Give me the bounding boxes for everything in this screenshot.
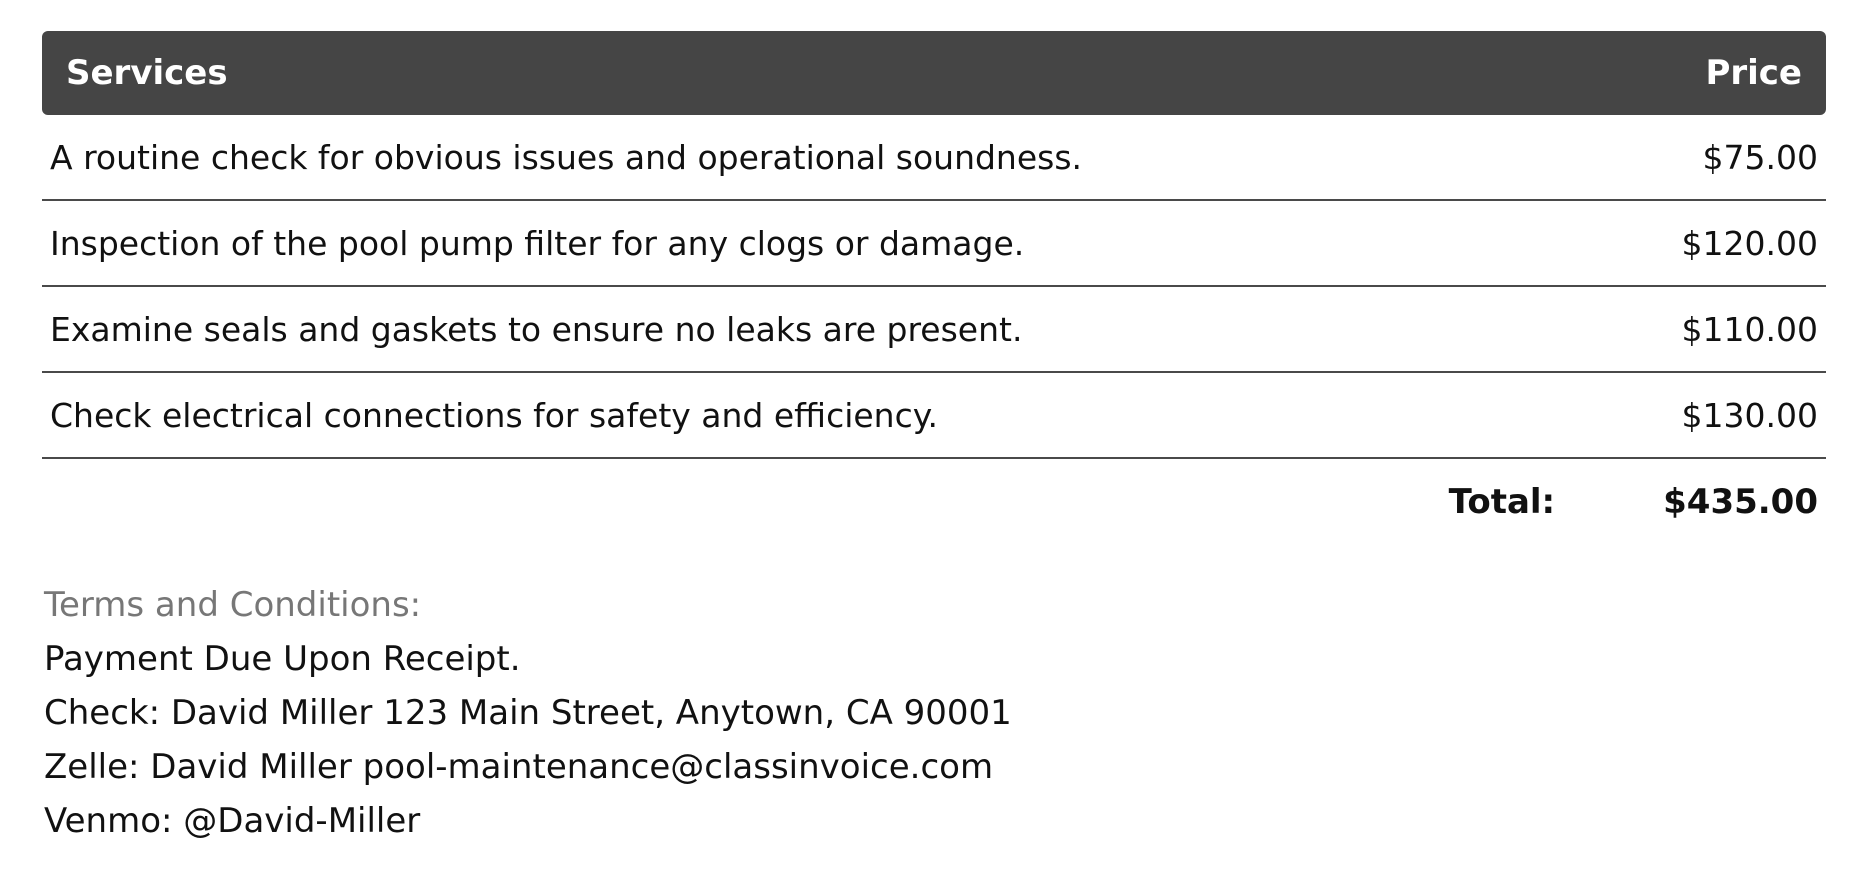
row-price: $110.00 [1681, 309, 1818, 349]
table-row [42, 287, 1826, 373]
row-description: Check electrical connections for safety and efficiency. [50, 395, 939, 435]
row-price: $120.00 [1681, 223, 1818, 263]
table-header [42, 31, 1826, 115]
terms-line-check: Check: David Miller 123 Main Street, Anytown, CA 90001 [44, 693, 1012, 733]
table-row [42, 115, 1826, 201]
header-services: Services [66, 53, 228, 93]
header-price: Price [1705, 53, 1802, 93]
row-description: A routine check for obvious issues and operational soundness. [50, 137, 1083, 177]
row-description: Inspection of the pool pump filter for any clogs or damage. [50, 223, 1025, 263]
terms-line-zelle: Zelle: David Miller pool-maintenance@classinvoice.com [44, 747, 994, 787]
row-price: $75.00 [1702, 137, 1818, 177]
total-row [42, 459, 1826, 545]
terms-line-venmo: Venmo: @David-Miller [44, 801, 421, 841]
total-value: $435.00 [1663, 482, 1818, 522]
row-description: Examine seals and gaskets to ensure no leaks are present. [50, 309, 1023, 349]
row-price: $130.00 [1681, 395, 1818, 435]
total-label: Total: [1448, 482, 1556, 522]
terms-section [44, 578, 1012, 848]
terms-heading: Terms and Conditions: [44, 585, 422, 625]
table-row [42, 373, 1826, 459]
services-table [42, 31, 1826, 545]
terms-line-payment: Payment Due Upon Receipt. [44, 639, 521, 679]
table-row [42, 201, 1826, 287]
